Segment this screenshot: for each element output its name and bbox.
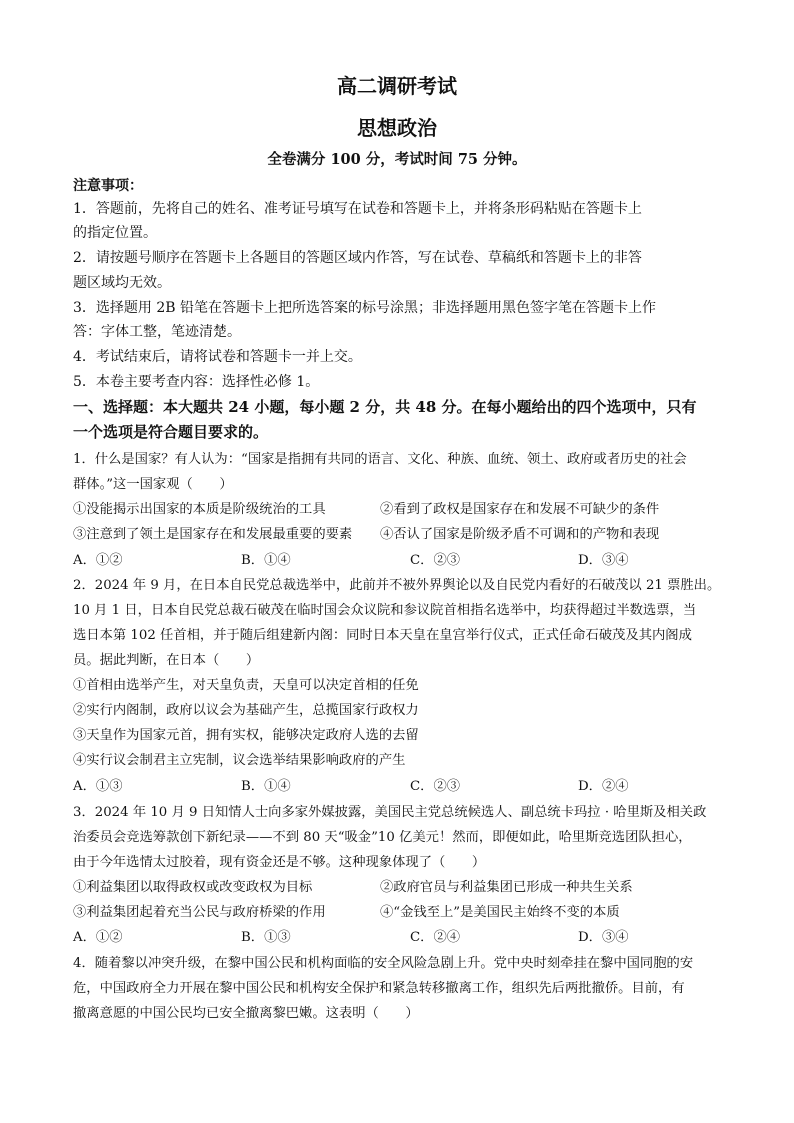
question-3-choice-a: A．①② [73, 930, 123, 945]
notice-line: 答：字体工整，笔迹清楚。 [73, 324, 241, 340]
question-3-stem: 由于今年选情太过胶着，现有资金还是不够。这种现象体现了（ ） [73, 855, 486, 870]
section-heading: 一、选择题：本大题共 24 小题，每小题 2 分，共 48 分。在每小题给出的四个选项中，只有 [73, 398, 697, 416]
notice-heading: 注意事项： [73, 178, 143, 194]
question-3-item: ③利益集团起着充当公民与政府桥梁的作用 [73, 905, 326, 920]
question-4-stem: 撤离意愿的中国公民均已安全撤离黎巴嫩。这表明（ ） [73, 1006, 419, 1021]
section-heading: 一个选项是符合题目要求的。 [73, 423, 269, 441]
question-3-item: ①利益集团以取得政权或改变政权为目标 [73, 880, 313, 895]
question-2-item: ①首相由选举产生，对天皇负责，天皇可以决定首相的任免 [73, 678, 419, 693]
question-1-item: ④否认了国家是阶级矛盾不可调和的产物和表现 [380, 527, 660, 542]
notice-line: 4．考试结束后，请将试卷和答题卡一并上交。 [73, 349, 362, 365]
question-3-stem: 治委员会竞选筹款创下新纪录——不到 80 天“吸金”10 亿美元！然而，即便如此，哈里斯竞选团队担心， [73, 830, 692, 845]
question-1-item: ①没能揭示出国家的本质是阶级统治的工具 [73, 502, 326, 517]
notice-line: 3．选择题用 2B 铅笔在答题卡上把所选答案的标号涂黑；非选择题用黑色签字笔在答题卡上作 [73, 300, 657, 316]
question-3-choice-d: D．③④ [578, 930, 629, 945]
question-2-choice-c: C．②③ [410, 779, 461, 794]
notice-line: 的指定位置。 [73, 225, 157, 241]
notice-line: 题区域均无效。 [73, 275, 171, 291]
question-2-item: ④实行议会制君主立宪制，议会选举结果影响政府的产生 [73, 753, 406, 768]
question-2-stem: 选日本第 102 任首相，并于随后组建新内阁：同时日本天皇在皇宫举行仪式，正式任命石破茂及其内阁成 [73, 628, 692, 643]
question-1-stem: 1．什么是国家？有人认为：“国家是指拥有共同的语言、文化、种族、血统、领土、政府或者历史的社会 [73, 452, 687, 467]
question-1-stem: 群体。”这一国家观（ ） [73, 477, 233, 492]
question-2-choice-d: D．②④ [578, 779, 629, 794]
question-1-choice-c: C．②③ [410, 553, 461, 568]
question-1-item: ③注意到了领土是国家存在和发展最重要的要素 [73, 527, 353, 542]
question-2-stem: 2．2024 年 9 月，在日本自民党总裁选举中，此前并不被外界舆论以及自民党内看好的石破茂以 21 票胜出。 [73, 578, 721, 593]
exam-title: 高二调研考试 [337, 74, 457, 98]
question-3-stem: 3．2024 年 10 月 9 日知情人士向多家外媒披露，美国民主党总统候选人、副总统卡玛拉 · 哈里斯及相关政 [73, 805, 707, 820]
question-2-item: ③天皇作为国家元首，拥有实权，能够决定政府人选的去留 [73, 728, 419, 743]
question-1-choice-d: D．③④ [578, 553, 629, 568]
question-2-choice-a: A．①③ [73, 779, 123, 794]
question-3-choice-b: B．①③ [241, 930, 291, 945]
question-2-stem: 员。据此判断，在日本（ ） [73, 653, 260, 668]
question-1-choice-a: A．①② [73, 553, 123, 568]
notice-line: 5．本卷主要考查内容：选择性必修 1。 [73, 374, 320, 390]
question-2-choice-b: B．①④ [241, 779, 291, 794]
subject-title: 思想政治 [357, 116, 437, 140]
question-3-item: ④“金钱至上”是美国民主始终不变的本质 [380, 905, 620, 920]
exam-info: 全卷满分 100 分，考试时间 75 分钟。 [267, 151, 527, 168]
question-3-choice-c: C．②④ [410, 930, 461, 945]
question-2-item: ②实行内阁制，政府以议会为基础产生，总揽国家行政权力 [73, 703, 419, 718]
notice-line: 2．请按题号顺序在答题卡上各题目的答题区域内作答，写在试卷、草稿纸和答题卡上的非答 [73, 250, 642, 266]
question-1-choice-b: B．①④ [241, 553, 291, 568]
question-4-stem: 4．随着黎以冲突升级，在黎中国公民和机构面临的安全风险急剧上升。党中央时刻牵挂在黎中国同胞的安 [73, 956, 694, 971]
question-1-item: ②看到了政权是国家存在和发展不可缺少的条件 [380, 502, 660, 517]
question-2-stem: 10 月 1 日，日本自民党总裁石破茂在临时国会众议院和参议院首相指名选举中，均获得超过半数选票，当 [73, 603, 697, 618]
notice-line: 1．答题前，先将自己的姓名、准考证号填写在试卷和答题卡上，并将条形码粘贴在答题卡上 [73, 201, 642, 217]
question-3-item: ②政府官员与利益集团已形成一种共生关系 [380, 880, 633, 895]
question-4-stem: 危，中国政府全力开展在黎中国公民和机构安全保护和紧急转移撤离工作，组织先后两批撤侨。目前，有 [73, 981, 685, 996]
